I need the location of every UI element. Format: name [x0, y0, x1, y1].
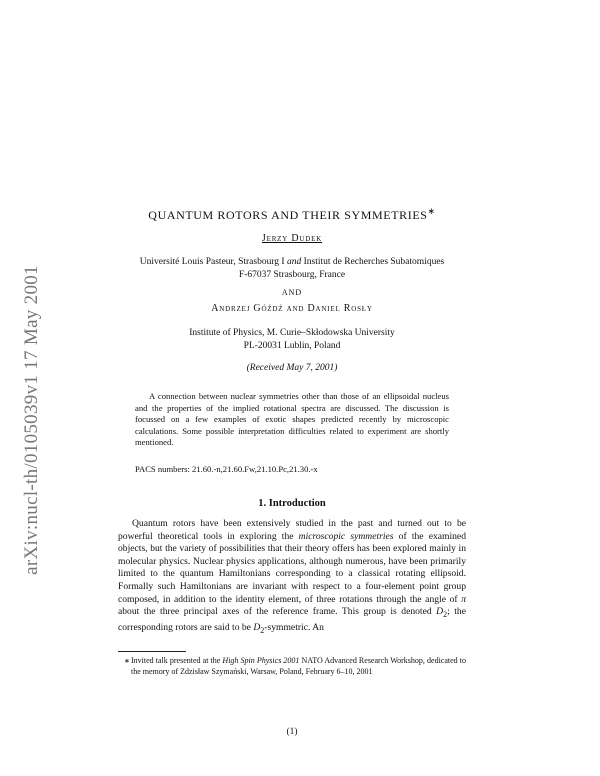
- intro-text-1: Quantum rotors have been extensively studied in the past and turned out to be powerful theoretical tools in exploring the: [118, 518, 466, 542]
- arxiv-identifier: arXiv:nucl-th/0105039v1 17 May 2001: [21, 265, 42, 575]
- author-secondary: Andrzej Góźdź and Daniel Rosły: [211, 303, 373, 314]
- affiliation-1-line-1: [118, 256, 466, 269]
- footnote-rule: [118, 651, 186, 652]
- page-number: (1): [286, 727, 298, 737]
- introduction-paragraph: [118, 518, 466, 637]
- intro-pi: π: [461, 593, 466, 605]
- author-primary: [118, 233, 466, 244]
- affiliation-1-line-2: F-67037 Strasbourg, France: [238, 270, 346, 280]
- affiliation-1-part-b: Institut de Recherches Subatomiques: [301, 257, 445, 267]
- abstract: A connection between nuclear symmetries other than those of an ellipsoidal nucleus and the properties of the implied rotational spectra are discussed. The discussion is focussed on a few examples of exotic shapes predicted recently by microscopic calculations. Some possible interpretation difficulties related to experiment are shortly mentioned.: [135, 391, 449, 448]
- affiliation-2: [118, 327, 466, 353]
- intro-text-2: of the examined objects, but the variety of possibilities that their theory offers has been explored mainly in molecular physics. Nuclear physics applications, although numerous, have been primarily limited to the quantum Hamiltonians corresponding to a classical rotating ellipsoid. Formally such Hamiltonians are invariant with respect to a four-element point group composed, in addition to the identity element, of three rotations through the angle of: [118, 530, 466, 605]
- intro-text-3: about the three principal axes of the reference frame. This group is denoted: [118, 606, 437, 618]
- title-text: QUANTUM ROTORS AND THEIR SYMMETRIES: [148, 208, 428, 222]
- footnote-mark: ∗: [124, 657, 130, 665]
- affiliation-2-line-2: PL-20031 Lublin, Poland: [243, 341, 341, 351]
- intro-group-d-2: D: [253, 621, 261, 633]
- intro-text-5: -symmetric. An: [264, 621, 324, 633]
- title-footnote-mark: ∗: [427, 206, 436, 216]
- author-primary-name: Jerzy Dudek: [261, 233, 323, 244]
- footnote-body: [118, 656, 466, 678]
- intro-group-d: D: [436, 606, 444, 618]
- footnote-emphasis: High Spin Physics 2001: [222, 656, 300, 665]
- intro-group-sub-2: 2: [260, 625, 265, 635]
- affiliation-2-line-1: Institute of Physics, M. Curie–Skłodowska University: [189, 328, 395, 338]
- section-heading: 1. Introduction: [258, 498, 326, 509]
- intro-group-sub: 2: [443, 610, 448, 620]
- intro-emphasis: microscopic symmetries: [298, 530, 394, 542]
- footnote-text-2: NATO Advanced Research Workshop, dedicated to the memory of Zdzisław Szymański, Warsaw, Poland, February 6–10, 2001: [131, 656, 466, 676]
- paper-title: [118, 206, 466, 223]
- arxiv-stamp: [0, 0, 60, 776]
- author-separator: AND: [281, 288, 303, 297]
- intro-text-4: ; the corresponding rotors are said to be: [118, 606, 466, 633]
- footnote: [118, 656, 466, 678]
- pacs-numbers: PACS numbers: 21.60.-n,21.60.Fw,21.10.Pc,21.30.-x: [135, 464, 318, 474]
- footnote-text-1: Invited talk presented at the: [131, 656, 223, 665]
- affiliation-1-and: and: [286, 257, 302, 267]
- received-date: (Received May 7, 2001): [246, 363, 338, 373]
- affiliation-1-part-a: Université Louis Pasteur, Strasbourg I: [139, 257, 287, 267]
- affiliation-1: [118, 256, 466, 282]
